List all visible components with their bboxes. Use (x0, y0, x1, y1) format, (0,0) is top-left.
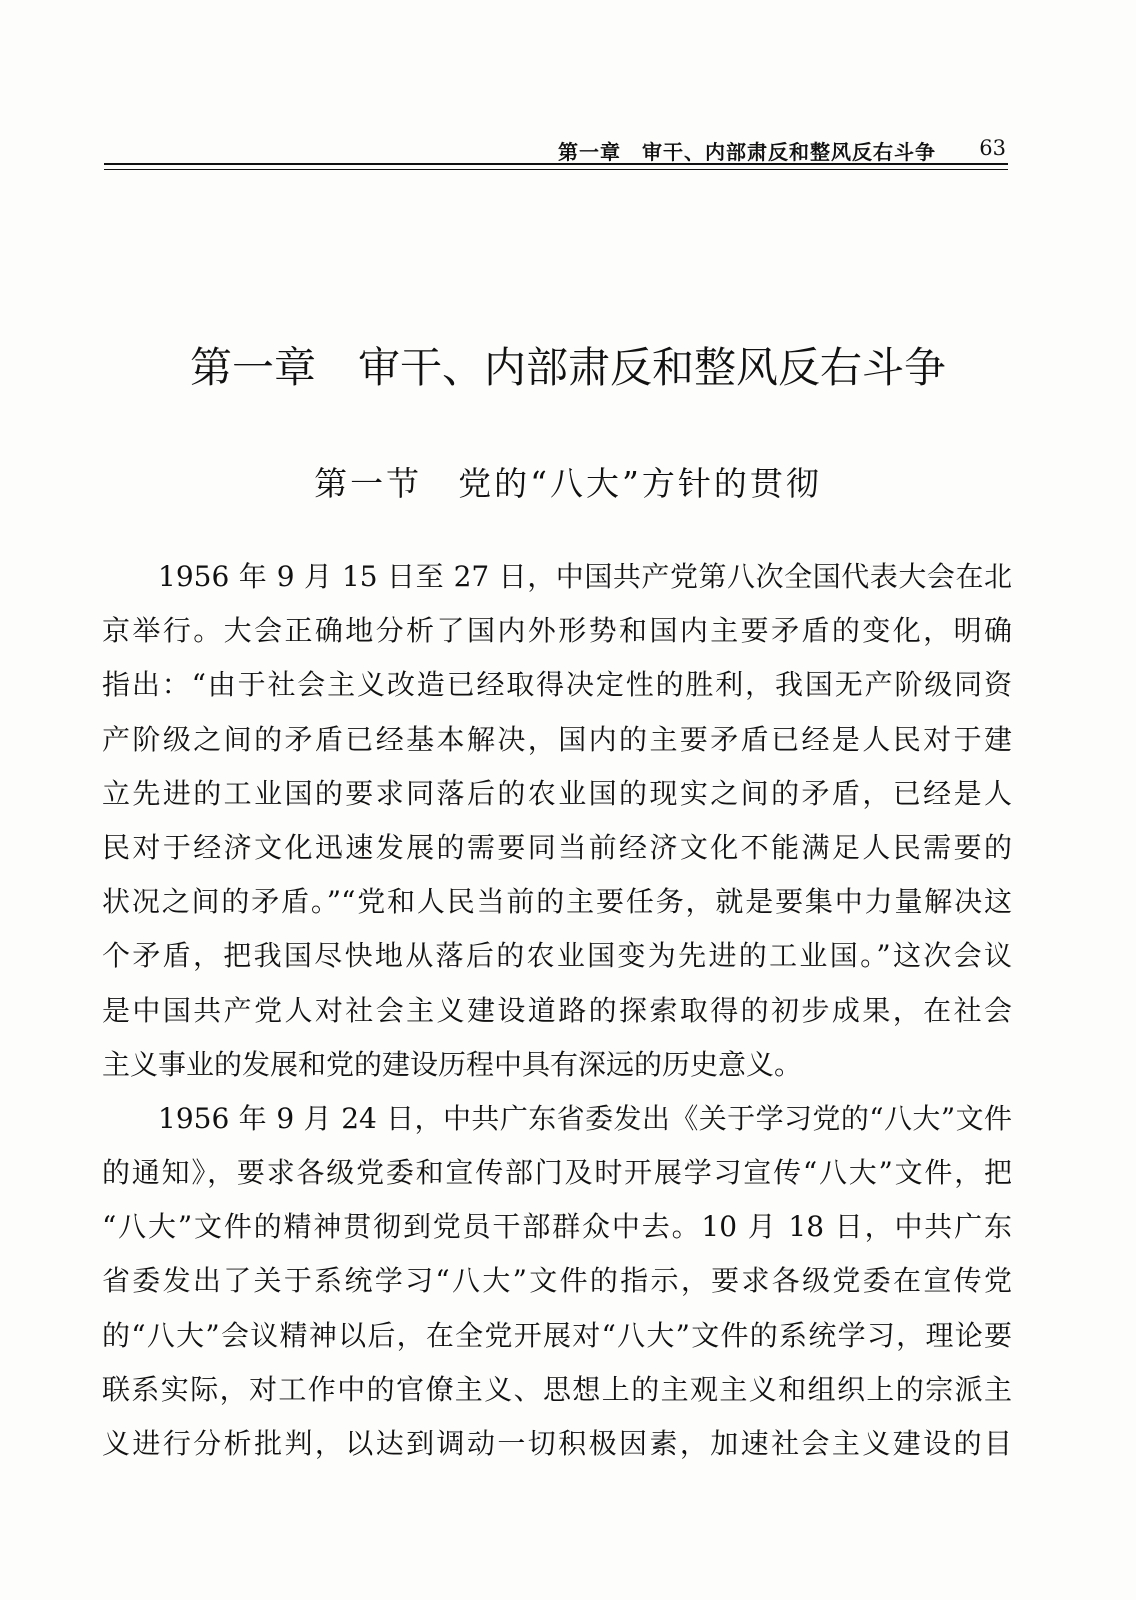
header-rule-thick (104, 163, 1008, 165)
body-line: 京举行。大会正确地分析了国内外形势和国内主要矛盾的变化，明确 (102, 614, 1012, 648)
body-line: 指出：“由于社会主义改造已经取得决定性的胜利，我国无产阶级同资 (102, 668, 1012, 702)
body-line: 主义事业的发展和党的建设历程中具有深远的历史意义。 (102, 1047, 803, 1081)
body-line: 1956 年 9 月 15 日至 27 日，中国共产党第八次全国代表大会在北 (158, 560, 1012, 593)
body-line: 联系实际，对工作中的官僚主义、思想上的主观主义和组织上的宗派主 (102, 1372, 1012, 1406)
body-line: 是中国共产党人对社会主义建设道路的探索取得的初步成果，在社会 (102, 993, 1012, 1027)
body-line: 状况之间的矛盾。”“党和人民当前的主要任务，就是要集中力量解决这 (102, 885, 1012, 919)
body-line: “八大”文件的精神贯彻到党员干部群众中去。10 月 18 日，中共广东 (102, 1210, 1012, 1244)
body-text (102, 550, 1012, 1471)
body-line: 的“八大”会议精神以后，在全党开展对“八大”文件的系统学习，理论要 (102, 1318, 1012, 1352)
body-line: 立先进的工业国的要求同落后的农业国的现实之间的矛盾，已经是人 (102, 776, 1012, 810)
body-line: 义进行分析批判，以达到调动一切积极因素，加速社会主义建设的目 (102, 1427, 1012, 1460)
running-header-chapter: 第一章 审干、内部肃反和整风反右斗争 (558, 140, 936, 164)
body-line: 1956 年 9 月 24 日，中共广东省委发出《关于学习党的“八大”文件 (158, 1101, 1012, 1135)
body-line: 的通知》，要求各级党委和宣传部门及时开展学习宣传“八大”文件，把 (102, 1156, 1012, 1190)
header-rule-thin (104, 169, 1008, 170)
page-number: 63 (979, 136, 1006, 160)
section-title: 第一节 党的“八大”方针的贯彻 (314, 464, 822, 503)
body-line: 民对于经济文化迅速发展的需要同当前经济文化不能满足人民需要的 (102, 830, 1012, 864)
body-line: 个矛盾，把我国尽快地从落后的农业国变为先进的工业国。”这次会议 (102, 939, 1012, 973)
body-line: 产阶级之间的矛盾已经基本解决，国内的主要矛盾已经是人民对于建 (102, 722, 1012, 756)
body-line: 省委发出了关于系统学习“八大”文件的指示，要求各级党委在宣传党 (102, 1264, 1012, 1298)
chapter-title: 第一章 审干、内部肃反和整风反右斗争 (189, 343, 946, 392)
